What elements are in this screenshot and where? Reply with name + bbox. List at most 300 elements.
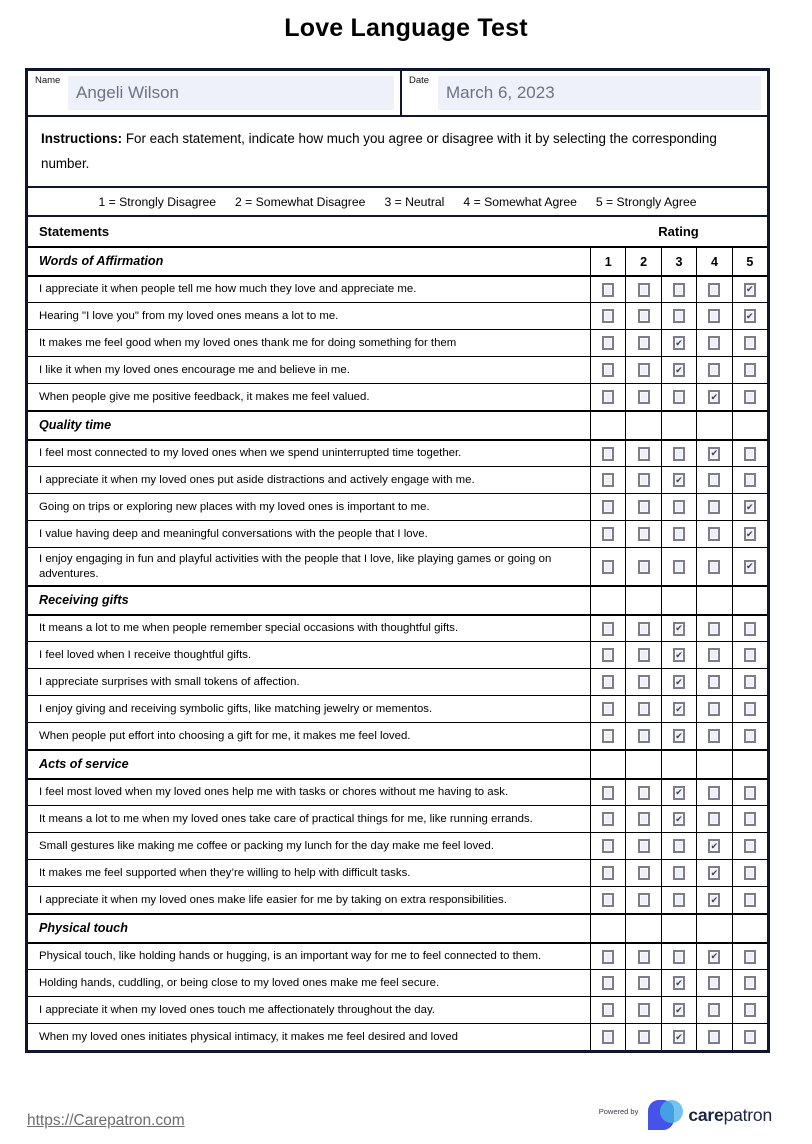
rating-checkbox[interactable]: [744, 786, 756, 800]
rating-checkbox[interactable]: [708, 729, 720, 743]
rating-cell: [732, 806, 767, 832]
rating-checkbox[interactable]: ✔: [708, 950, 720, 964]
carepatron-link[interactable]: https://Carepatron.com: [27, 1112, 185, 1129]
rating-cell: [732, 521, 767, 547]
rating-checkbox[interactable]: [708, 786, 720, 800]
statement-row: [28, 329, 767, 356]
rating-cell: [696, 860, 731, 886]
statement-row: [28, 832, 767, 859]
brand-care: care: [688, 1104, 724, 1125]
date-label: Date: [409, 75, 430, 86]
statement-row: [28, 805, 767, 832]
statement-row: [28, 356, 767, 383]
rating-checkbox[interactable]: [638, 786, 650, 800]
rating-checkbox[interactable]: [673, 527, 685, 541]
rating-checkbox[interactable]: [708, 500, 720, 514]
section-row: [28, 913, 767, 942]
statement-text: It means a lot to me when my loved ones take care of practical things for me, like running errands.: [39, 812, 533, 825]
carepatron-logo-icon: [646, 1098, 684, 1132]
rating-checkbox[interactable]: [673, 950, 685, 964]
rating-checkbox[interactable]: [708, 309, 720, 323]
rating-checkbox[interactable]: ✔: [673, 336, 685, 350]
rating-checkbox[interactable]: [602, 648, 614, 662]
rating-checkbox[interactable]: [638, 500, 650, 514]
rating-cell: [590, 780, 625, 805]
rating-cell: [732, 997, 767, 1023]
rating-cell: [625, 1024, 660, 1050]
statement-text: I appreciate it when my loved ones touch me affectionately throughout the day.: [39, 1003, 435, 1016]
rating-checkbox[interactable]: [602, 1003, 614, 1017]
statement-row: [28, 1023, 767, 1050]
rating-checkbox[interactable]: [708, 702, 720, 716]
rating-checkbox[interactable]: [602, 560, 614, 574]
statement-text: I appreciate surprises with small tokens of affection.: [39, 675, 300, 688]
legend-item: 4 = Somewhat Agree: [463, 194, 577, 209]
rating-checkbox[interactable]: [638, 648, 650, 662]
rating-checkbox[interactable]: [638, 950, 650, 964]
rating-checkbox[interactable]: [638, 839, 650, 853]
rating-checkbox[interactable]: ✔: [673, 976, 685, 990]
rating-checkbox[interactable]: [602, 473, 614, 487]
rating-checkbox[interactable]: [744, 447, 756, 461]
statement-text: Hearing "I love you" from my loved ones means a lot to me.: [39, 309, 339, 322]
rating-checkbox[interactable]: [708, 363, 720, 377]
rating-cell: [625, 887, 660, 913]
rating-cell: [625, 303, 660, 329]
name-input[interactable]: Angeli Wilson: [68, 76, 394, 110]
rating-checkbox[interactable]: [708, 648, 720, 662]
rating-checkbox[interactable]: [744, 866, 756, 880]
statement-text: It makes me feel supported when they’re willing to help with difficult tasks.: [39, 866, 411, 879]
rating-cell: [625, 441, 660, 466]
rating-checkbox[interactable]: [673, 447, 685, 461]
rating-cell: [590, 277, 625, 302]
rating-cell: [625, 494, 660, 520]
rating-cell: [661, 723, 696, 749]
section-title: Words of Affirmation: [39, 254, 164, 269]
name-field-cell: [28, 71, 400, 115]
rating-cell: [696, 833, 731, 859]
rating-cell: [696, 277, 731, 302]
rating-checkbox[interactable]: [673, 283, 685, 297]
statement-text: I enjoy engaging in fun and playful activities with the people that I love, like playing games or going on adventures.: [39, 553, 552, 580]
rating-cell: [696, 548, 731, 585]
rating-checkbox[interactable]: ✔: [708, 390, 720, 404]
rating-spacer-cell: [661, 915, 696, 942]
rating-checkbox[interactable]: [638, 976, 650, 990]
rating-checkbox[interactable]: ✔: [744, 309, 756, 323]
statement-text: Small gestures like making me coffee or packing my lunch for the day make me feel loved.: [39, 839, 494, 852]
rating-checkbox[interactable]: [638, 893, 650, 907]
rating-cell: [696, 887, 731, 913]
rating-spacer-cell: [625, 751, 660, 778]
statement-row: [28, 859, 767, 886]
rating-cell: [732, 357, 767, 383]
rating-checkbox[interactable]: [602, 390, 614, 404]
rating-cell: [590, 548, 625, 585]
rating-checkbox[interactable]: [638, 309, 650, 323]
rating-checkbox[interactable]: [638, 702, 650, 716]
rating-cell: [696, 806, 731, 832]
rating-checkbox[interactable]: [744, 893, 756, 907]
rating-checkbox[interactable]: [602, 622, 614, 636]
rating-cell: [661, 441, 696, 466]
statement-row: [28, 695, 767, 722]
statement-row: [28, 466, 767, 493]
rating-checkbox[interactable]: [744, 363, 756, 377]
rating-checkbox[interactable]: [708, 560, 720, 574]
rating-checkbox[interactable]: [708, 527, 720, 541]
rating-cell: [625, 616, 660, 641]
rating-cell: [732, 860, 767, 886]
rating-checkbox[interactable]: [602, 866, 614, 880]
rating-spacer-cell: [590, 751, 625, 778]
statement-text: It means a lot to me when people remember special occasions with thoughtful gifts.: [39, 622, 459, 635]
section-title: Acts of service: [39, 757, 129, 772]
rating-cell: [732, 303, 767, 329]
rating-checkbox[interactable]: [602, 786, 614, 800]
rating-checkbox[interactable]: [602, 309, 614, 323]
statement-text: I appreciate it when my loved ones put aside distractions and actively engage with me.: [39, 473, 475, 486]
rating-checkbox[interactable]: [638, 1030, 650, 1044]
statement-text: When my loved ones initiates physical intimacy, it makes me feel desired and loved: [39, 1030, 458, 1043]
rating-checkbox[interactable]: [602, 336, 614, 350]
rating-checkbox[interactable]: [638, 283, 650, 297]
rating-spacer-cell: [590, 412, 625, 439]
rating-cell: [696, 330, 731, 356]
rating-checkbox[interactable]: [638, 729, 650, 743]
rating-checkbox[interactable]: [602, 893, 614, 907]
rating-cell: [590, 467, 625, 493]
name-date-row: [28, 71, 767, 115]
rating-checkbox[interactable]: ✔: [673, 675, 685, 689]
rating-cell: [732, 642, 767, 668]
rating-cell: [661, 780, 696, 805]
rating-checkbox[interactable]: [673, 893, 685, 907]
rating-cell: [590, 997, 625, 1023]
rating-cell: [661, 944, 696, 969]
statement-text: I feel most connected to my loved ones when we spend uninterrupted time together.: [39, 447, 462, 460]
rating-cell: [590, 494, 625, 520]
footer-brand: [599, 1098, 772, 1132]
rating-cell: [625, 384, 660, 410]
rating-checkbox[interactable]: ✔: [673, 812, 685, 826]
rating-checkbox[interactable]: ✔: [673, 702, 685, 716]
rating-checkbox[interactable]: ✔: [744, 500, 756, 514]
rating-checkbox[interactable]: ✔: [744, 560, 756, 574]
rating-checkbox[interactable]: [744, 675, 756, 689]
rating-cell: [625, 696, 660, 722]
rating-checkbox[interactable]: ✔: [673, 622, 685, 636]
rating-checkbox[interactable]: [638, 675, 650, 689]
rating-cell: [625, 780, 660, 805]
statement-text: I appreciate it when my loved ones make life easier for me by taking on extra responsibilities.: [39, 893, 507, 906]
rating-checkbox[interactable]: [708, 473, 720, 487]
rating-cell: [661, 970, 696, 996]
rating-checkbox[interactable]: ✔: [673, 729, 685, 743]
rating-checkbox[interactable]: [744, 950, 756, 964]
rating-checkbox[interactable]: ✔: [673, 648, 685, 662]
rating-cell: [732, 833, 767, 859]
rating-checkbox[interactable]: [602, 702, 614, 716]
statement-row: [28, 383, 767, 410]
section-title: Physical touch: [39, 921, 128, 936]
rating-cell: [732, 944, 767, 969]
date-input[interactable]: March 6, 2023: [438, 76, 761, 110]
rating-cell: [661, 330, 696, 356]
rating-cell: [732, 548, 767, 585]
rating-checkbox[interactable]: [708, 622, 720, 636]
rating-cell: [732, 441, 767, 466]
rating-checkbox[interactable]: [708, 336, 720, 350]
statement-row: [28, 275, 767, 302]
rating-checkbox[interactable]: [744, 839, 756, 853]
rating-cell: [590, 944, 625, 969]
rating-cell: [661, 887, 696, 913]
rating-cell: [590, 357, 625, 383]
rating-checkbox[interactable]: [638, 390, 650, 404]
rating-spacer-cell: [625, 915, 660, 942]
brand-patron: patron: [723, 1104, 772, 1125]
rating-cell: [661, 696, 696, 722]
statement-row: [28, 302, 767, 329]
legend-item: 3 = Neutral: [384, 194, 445, 209]
rating-cell: [625, 521, 660, 547]
carepatron-wordmark: [688, 1105, 772, 1126]
section-row: [28, 749, 767, 778]
rating-cell: [625, 723, 660, 749]
rating-checkbox[interactable]: [638, 447, 650, 461]
rating-cell: [696, 780, 731, 805]
rating-checkbox[interactable]: [708, 812, 720, 826]
rating-checkbox[interactable]: [673, 500, 685, 514]
rating-checkbox[interactable]: [638, 336, 650, 350]
legend-item: 1 = Strongly Disagree: [98, 194, 217, 209]
statement-row: [28, 493, 767, 520]
section-title: Quality time: [39, 418, 112, 433]
rating-cell: [732, 1024, 767, 1050]
rating-cell: [590, 521, 625, 547]
instructions-label: Instructions:: [41, 131, 123, 146]
rating-cell: [625, 806, 660, 832]
rating-cell: [732, 330, 767, 356]
statement-row: [28, 886, 767, 913]
rating-cell: [732, 887, 767, 913]
carepatron-logo: [646, 1098, 772, 1132]
rating-checkbox[interactable]: [708, 283, 720, 297]
section-title: Receiving gifts: [39, 593, 129, 608]
statements-column-header: Statements: [39, 224, 110, 239]
rating-checkbox[interactable]: [602, 839, 614, 853]
rating-checkbox[interactable]: [602, 283, 614, 297]
rating-cell: [732, 494, 767, 520]
rating-cell: [625, 997, 660, 1023]
rating-checkbox[interactable]: ✔: [708, 447, 720, 461]
rating-checkbox[interactable]: ✔: [708, 839, 720, 853]
rating-checkbox[interactable]: [602, 527, 614, 541]
rating-cell: [661, 303, 696, 329]
rating-cell: [696, 970, 731, 996]
rating-checkbox[interactable]: [638, 560, 650, 574]
page-title: Love Language Test: [284, 14, 528, 42]
rating-cell: [661, 521, 696, 547]
rating-checkbox[interactable]: [602, 729, 614, 743]
rating-cell: [625, 467, 660, 493]
rating-checkbox[interactable]: ✔: [673, 473, 685, 487]
statement-row: [28, 520, 767, 547]
rating-cell: [625, 944, 660, 969]
section-row: [28, 246, 767, 275]
rating-cell: [590, 887, 625, 913]
rating-cell: [661, 833, 696, 859]
statement-row: [28, 641, 767, 668]
powered-by-label: Powered by: [598, 1106, 639, 1116]
love-language-form: [25, 68, 770, 1053]
rating-checkbox[interactable]: [744, 1003, 756, 1017]
rating-cell: [625, 357, 660, 383]
rating-checkbox[interactable]: [638, 812, 650, 826]
rating-cell: [661, 616, 696, 641]
rating-checkbox[interactable]: [744, 812, 756, 826]
rating-cell: [732, 780, 767, 805]
statement-row: [28, 668, 767, 695]
statement-row: [28, 722, 767, 749]
rating-checkbox[interactable]: ✔: [708, 893, 720, 907]
statement-row: [28, 942, 767, 969]
rating-cell: [625, 833, 660, 859]
date-field-cell: [400, 71, 767, 115]
statement-row: [28, 439, 767, 466]
rating-cell: [696, 441, 731, 466]
rating-checkbox[interactable]: ✔: [673, 1030, 685, 1044]
rating-cell: [661, 669, 696, 695]
rating-checkbox[interactable]: ✔: [673, 363, 685, 377]
rating-checkbox[interactable]: [638, 866, 650, 880]
rating-spacer-cell: [661, 751, 696, 778]
rating-checkbox[interactable]: [673, 866, 685, 880]
rating-cell: [696, 494, 731, 520]
rating-cell: [661, 494, 696, 520]
rating-spacer-cell: [661, 587, 696, 614]
rating-scale-number: 1: [590, 248, 625, 275]
rating-checkbox[interactable]: [638, 363, 650, 377]
rating-spacer-cell: [696, 915, 731, 942]
rating-cell: [625, 642, 660, 668]
rating-checkbox[interactable]: [673, 390, 685, 404]
rating-checkbox[interactable]: [708, 976, 720, 990]
rating-cell: [661, 997, 696, 1023]
rating-spacer-cell: [590, 915, 625, 942]
rating-checkbox[interactable]: [708, 675, 720, 689]
rating-checkbox[interactable]: [744, 1030, 756, 1044]
rating-cell: [696, 1024, 731, 1050]
rating-cell: [590, 384, 625, 410]
rating-checkbox[interactable]: [744, 473, 756, 487]
rating-checkbox[interactable]: [673, 309, 685, 323]
rating-checkbox[interactable]: ✔: [708, 866, 720, 880]
rating-checkbox[interactable]: [602, 1030, 614, 1044]
table-header-row: [28, 215, 767, 246]
rating-cell: [590, 970, 625, 996]
rating-checkbox[interactable]: [638, 473, 650, 487]
rating-scale-number: 2: [625, 248, 660, 275]
rating-checkbox[interactable]: [708, 1003, 720, 1017]
section-row: [28, 585, 767, 614]
rating-checkbox[interactable]: [744, 622, 756, 636]
rating-checkbox[interactable]: ✔: [673, 1003, 685, 1017]
rating-cell: [590, 669, 625, 695]
rating-checkbox[interactable]: [602, 950, 614, 964]
rating-cell: [696, 303, 731, 329]
rating-cell: [661, 860, 696, 886]
rating-checkbox[interactable]: [673, 839, 685, 853]
rating-checkbox[interactable]: [673, 560, 685, 574]
name-label: Name: [35, 75, 61, 86]
rating-cell: [732, 970, 767, 996]
rating-spacer-cell: [625, 412, 660, 439]
rating-checkbox[interactable]: [744, 336, 756, 350]
statements-table-body: [28, 246, 767, 1050]
rating-cell: [625, 669, 660, 695]
rating-cell: [661, 467, 696, 493]
rating-cell: [696, 642, 731, 668]
rating-checkbox[interactable]: ✔: [744, 283, 756, 297]
rating-cell: [696, 997, 731, 1023]
statement-text: I like it when my loved ones encourage me and believe in me.: [39, 363, 350, 376]
rating-cell: [732, 277, 767, 302]
rating-checkbox[interactable]: [708, 1030, 720, 1044]
rating-spacer-cell: [732, 587, 767, 614]
rating-checkbox[interactable]: [744, 648, 756, 662]
rating-cell: [732, 723, 767, 749]
rating-checkbox[interactable]: [602, 363, 614, 377]
rating-checkbox[interactable]: [744, 390, 756, 404]
legend-item: 2 = Somewhat Disagree: [235, 194, 366, 209]
rating-cell: [661, 806, 696, 832]
rating-checkbox[interactable]: [744, 702, 756, 716]
rating-spacer-cell: [625, 587, 660, 614]
statement-text: I value having deep and meaningful conversations with the people that I love.: [39, 527, 428, 540]
statement-row: [28, 614, 767, 641]
rating-cell: [696, 467, 731, 493]
statement-text: Physical touch, like holding hands or hugging, is an important way for me to feel connected to them.: [39, 950, 542, 963]
rating-cell: [696, 669, 731, 695]
rating-checkbox[interactable]: ✔: [673, 786, 685, 800]
rating-checkbox[interactable]: [602, 447, 614, 461]
rating-cell: [590, 642, 625, 668]
rating-checkbox[interactable]: [638, 527, 650, 541]
rating-checkbox[interactable]: [602, 976, 614, 990]
rating-cell: [732, 669, 767, 695]
rating-checkbox[interactable]: ✔: [744, 527, 756, 541]
statement-text: I feel loved when I receive thoughtful gifts.: [39, 648, 252, 661]
rating-cell: [590, 696, 625, 722]
rating-checkbox[interactable]: [602, 812, 614, 826]
rating-checkbox[interactable]: [638, 1003, 650, 1017]
rating-checkbox[interactable]: [602, 500, 614, 514]
rating-column-header: Rating: [658, 224, 699, 239]
statement-row: [28, 996, 767, 1023]
instructions: [28, 115, 767, 186]
rating-checkbox[interactable]: [744, 729, 756, 743]
statement-text: I appreciate it when people tell me how much they love and appreciate me.: [39, 283, 417, 296]
rating-cell: [696, 521, 731, 547]
rating-checkbox[interactable]: [744, 976, 756, 990]
rating-cell: [732, 467, 767, 493]
rating-checkbox[interactable]: [638, 622, 650, 636]
rating-cell: [696, 723, 731, 749]
rating-checkbox[interactable]: [602, 675, 614, 689]
